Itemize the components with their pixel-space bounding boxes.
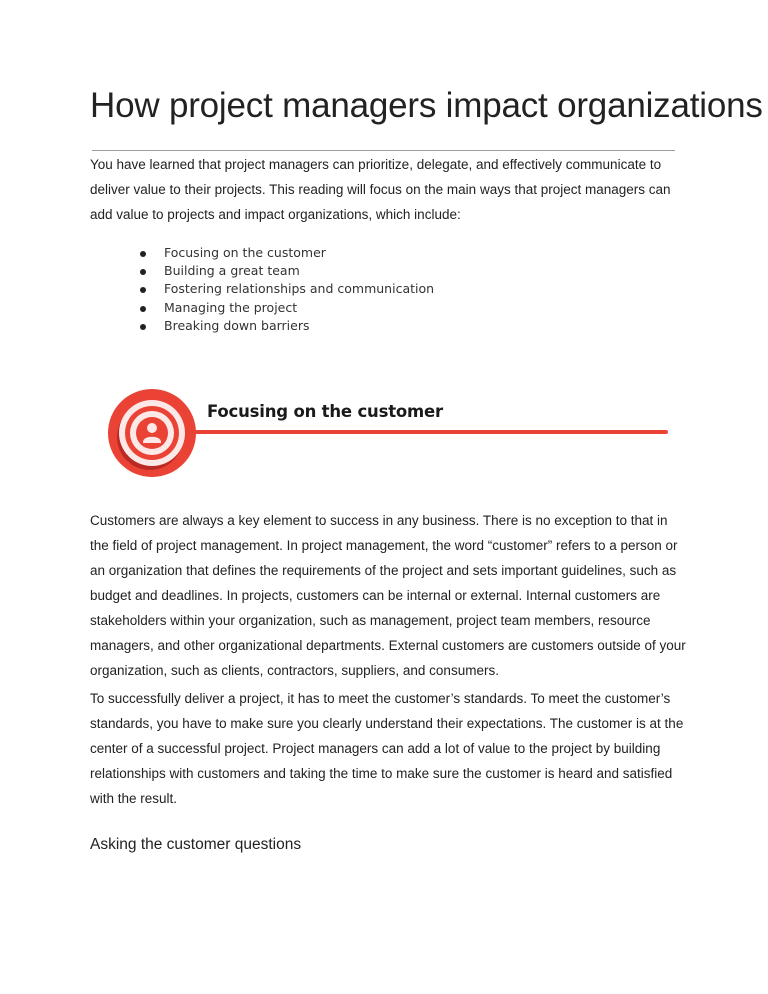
body-paragraph: Customers are always a key element to success in any business. There is no exception to that in the field of project management. In project management, the word “customer” refers to a person or an organization that defines the requirements of the project and sets important guidelines, such as budget and deadlines. In projects, customers can be internal or external. Internal customers are stakeholders within your organization, such as management, project team members, resource managers, and other organizational departments. External customers are customers outside of your organization, such as clients, contractors, suppliers, and consumers. bbox=[90, 513, 686, 678]
list-item bbox=[128, 299, 434, 317]
list-item-text: Building a great team bbox=[164, 263, 300, 279]
bullet-icon bbox=[140, 269, 146, 275]
bullet-icon bbox=[140, 287, 146, 293]
bullet-icon bbox=[140, 251, 146, 257]
title-divider bbox=[92, 150, 675, 151]
list-item-text: Managing the project bbox=[164, 299, 298, 315]
list-item-text: Focusing on the customer bbox=[164, 245, 326, 260]
bullet-icon bbox=[140, 324, 146, 330]
section-underline bbox=[188, 430, 668, 434]
list-item bbox=[128, 244, 434, 262]
section-title: Focusing on the customer bbox=[207, 402, 443, 421]
list-item-text: Breaking down barriers bbox=[164, 317, 310, 333]
body-paragraph: To successfully deliver a project, it has to meet the customer’s standards. To meet the customer’s standards, you have to make sure you clearly understand their expectations. The customer is at the center of a successful project. Project managers can add a lot of value to the project by building relationships with customers and taking the time to make sure the customer is heard and satisfied with the result. bbox=[90, 691, 684, 806]
list-item-text: Fostering relationships and communication bbox=[164, 281, 435, 297]
intro-paragraph: You have learned that project managers can prioritize, delegate, and effectively communicate to deliver value to their projects. This reading will focus on the main ways that project managers can add value to projects and impact organizations, which include: bbox=[90, 157, 671, 222]
bullet-icon bbox=[140, 306, 146, 312]
page-title: How project managers impact organizations bbox=[90, 86, 763, 125]
topics-list bbox=[128, 244, 434, 335]
section-banner bbox=[108, 388, 673, 480]
list-item bbox=[128, 280, 434, 298]
list-item bbox=[128, 317, 434, 335]
subheading: Asking the customer questions bbox=[90, 836, 302, 853]
list-item bbox=[128, 262, 434, 280]
